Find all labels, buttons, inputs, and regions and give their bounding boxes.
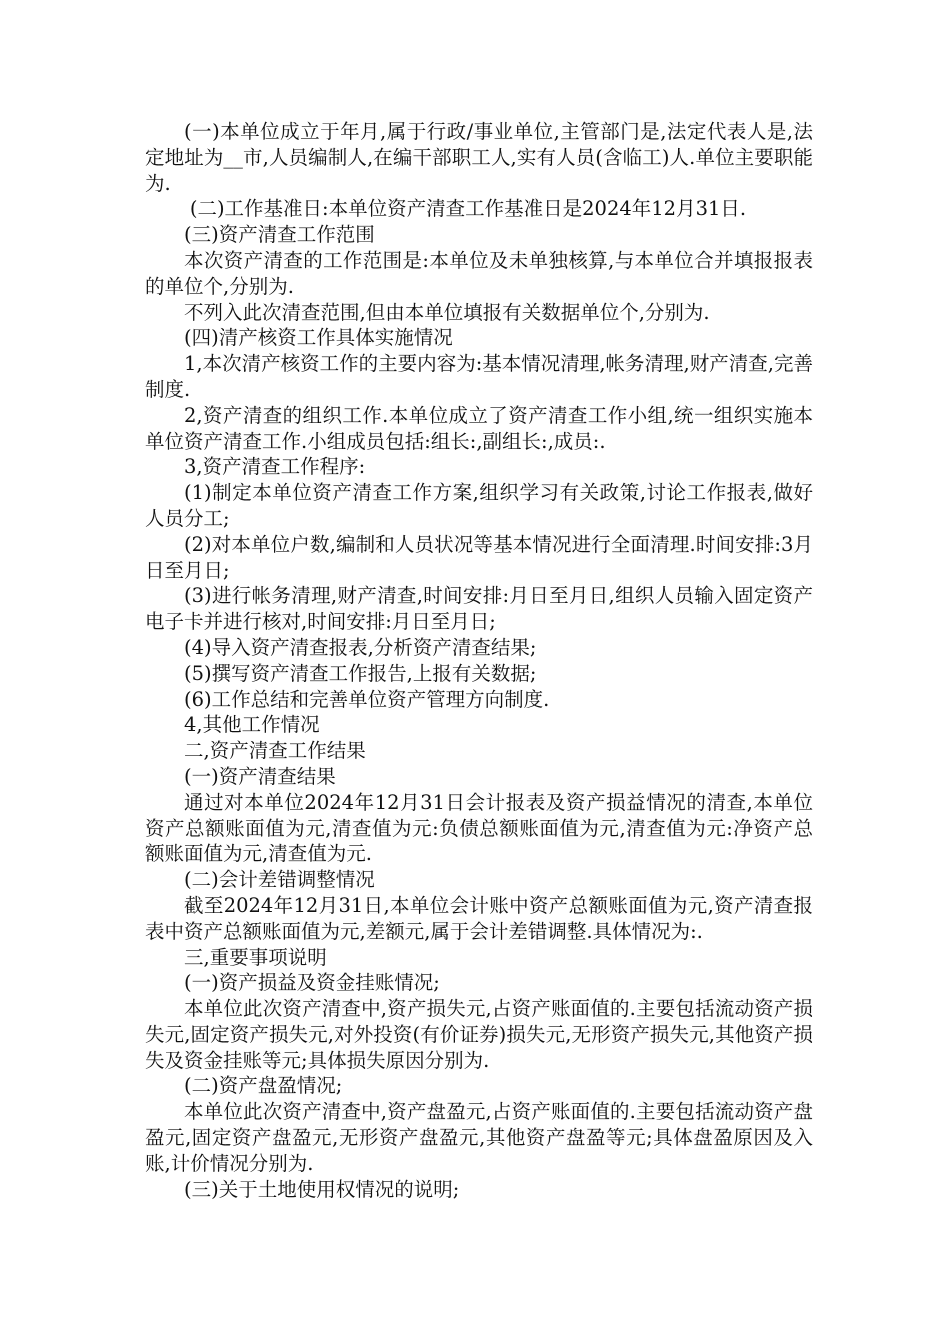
- paragraph-unit-info: (一)本单位成立于年月,属于行政/事业单位,主管部门是,法定代表人是,法定地址为__市,人员编制人,在编干部职工人,实有人员(含临工)人.单位主要职能为.: [145, 120, 813, 195]
- paragraph-procedure-3: (3)进行帐务清理,财产清查,时间安排:月日至月日,组织人员输入固定资产电子卡并进行核对,时间安排:月日至月日;: [145, 584, 813, 634]
- paragraph-surplus-body: 本单位此次资产清查中,资产盘盈元,占资产账面值的.主要包括流动资产盘盈元,固定资产盘盈元,无形资产盘盈元,其他资产盘盈等元;具体盘盈原因及入账,计价情况分别为.: [145, 1100, 813, 1175]
- paragraph-results-heading: (一)资产清查结果: [184, 764, 336, 788]
- paragraph-other-work: 4,其他工作情况: [184, 713, 320, 737]
- paragraph-scope-heading: (三)资产清查工作范围: [184, 223, 375, 247]
- paragraph-surplus-heading: (二)资产盘盈情况;: [184, 1074, 343, 1098]
- paragraph-base-date: (二)工作基准日:本单位资产清查工作基准日是2024年12月31日.: [189, 197, 747, 221]
- paragraph-excluded-scope: 不列入此次清查范围,但由本单位填报有关数据单位个,分别为.: [184, 300, 710, 324]
- paragraph-procedure-5: (5)撰写资产清查工作报告,上报有关数据;: [184, 661, 537, 685]
- paragraph-organization: 2,资产清查的组织工作.本单位成立了资产清查工作小组,统一组织实施本单位资产清查工作.小组成员包括:组长:,副组长:,成员:.: [145, 403, 813, 453]
- section-heading-results: 二,资产清查工作结果: [184, 739, 366, 763]
- paragraph-error-body: 截至2024年12月31日,本单位会计账中资产总额账面值为元,资产清查报表中资产总额账面值为元,差额元,属于会计差错调整.具体情况为:.: [145, 893, 813, 943]
- paragraph-procedure-6: (6)工作总结和完善单位资产管理方向制度.: [184, 687, 550, 711]
- paragraph-procedure-1: (1)制定本单位资产清查工作方案,组织学习有关政策,讨论工作报表,做好人员分工;: [145, 481, 813, 530]
- paragraph-error-heading: (二)会计差错调整情况: [184, 868, 375, 892]
- paragraph-loss-heading: (一)资产损益及资金挂账情况;: [184, 971, 440, 995]
- paragraph-implementation-heading: (四)清产核资工作具体实施情况: [184, 326, 453, 350]
- paragraph-procedure-heading: 3,资产清查工作程序:: [184, 455, 366, 479]
- paragraph-main-content: 1,本次清产核资工作的主要内容为:基本情况清理,帐务清理,财产清查,完善制度.: [145, 352, 813, 401]
- paragraph-scope-body: 本次资产清查的工作范围是:本单位及未单独核算,与本单位合并填报报表的单位个,分别为.: [145, 248, 813, 298]
- section-heading-notes: 三,重要事项说明: [184, 945, 327, 969]
- paragraph-land-heading: (三)关于土地使用权情况的说明;: [184, 1177, 460, 1201]
- paragraph-procedure-2: (2)对本单位户数,编制和人员状况等基本情况进行全面清理.时间安排:3月日至月日;: [145, 532, 813, 582]
- paragraph-results-body: 通过对本单位2024年12月31日会计报表及资产损益情况的清查,本单位资产总额账面值为元,清查值为元:负债总额账面值为元,清查值为元:净资产总额账面值为元,清查值为元.: [145, 790, 813, 866]
- paragraph-loss-body: 本单位此次资产清查中,资产损失元,占资产账面值的.主要包括流动资产损失元,固定资产损失元,对外投资(有价证券)损失元,无形资产损失元,其他资产损失及资金挂账等元;具体损失原因分别为.: [145, 997, 813, 1072]
- paragraph-procedure-4: (4)导入资产清查报表,分析资产清查结果;: [184, 635, 537, 659]
- document-body: [145, 119, 813, 1202]
